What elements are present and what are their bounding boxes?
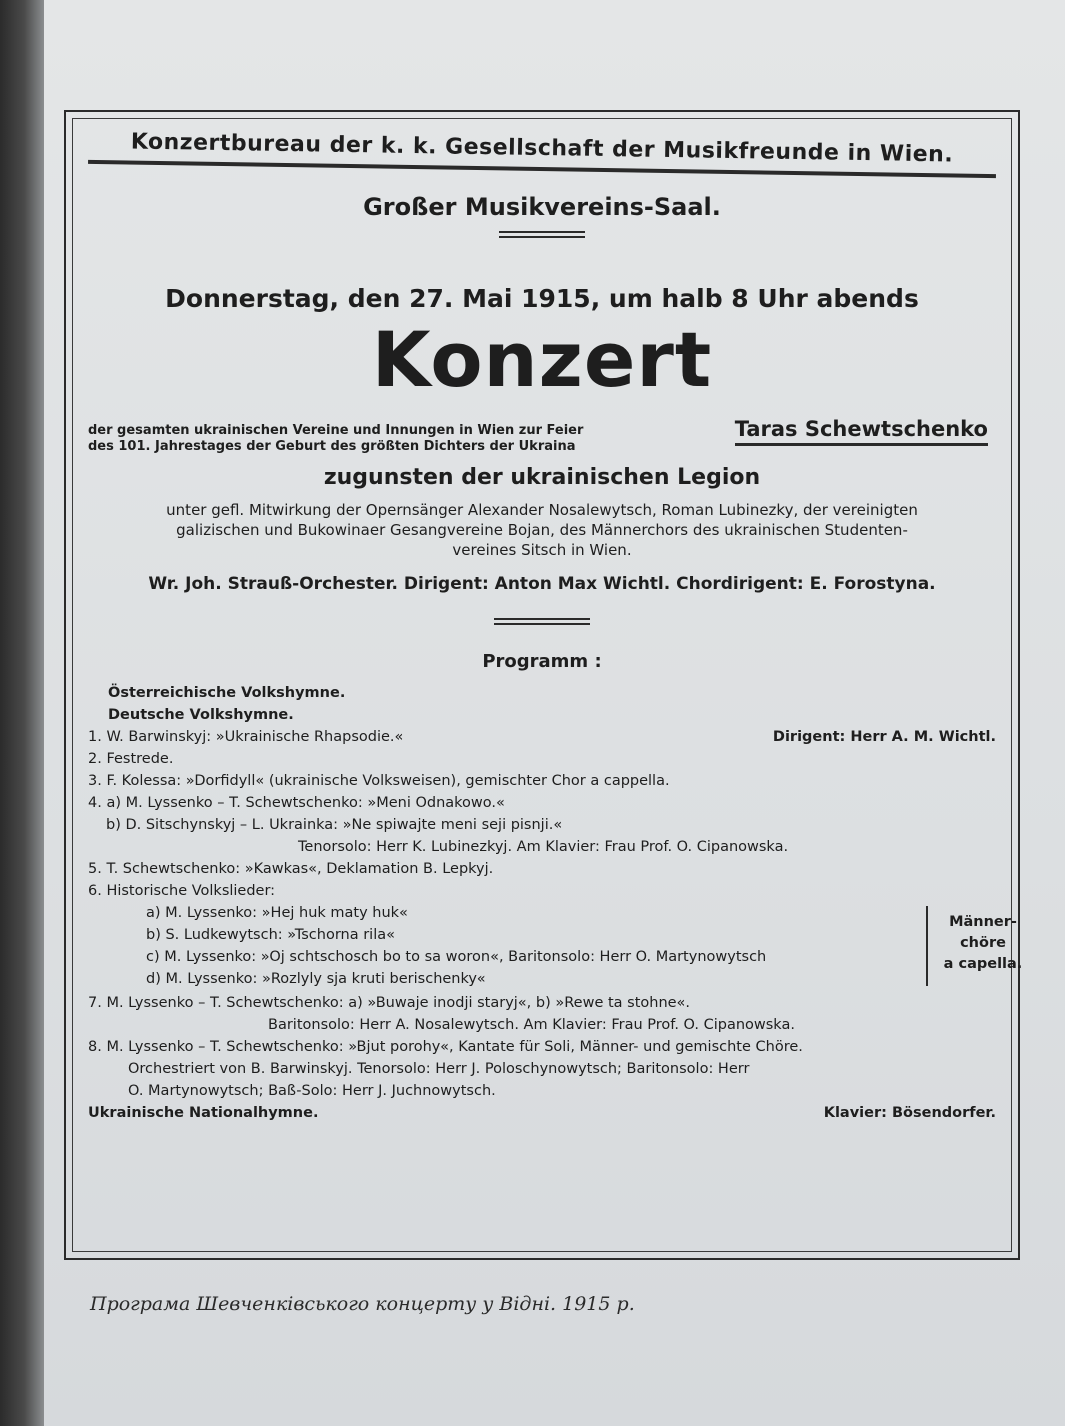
- occasion-line-2: des 101. Jahrestages der Geburt des größten Dichters der Ukraina: [88, 439, 576, 454]
- program-item-6c: c) M. Lyssenko: »Oj schtschosch bo to sa woron«, Baritonsolo: Herr O. Martynowytsch: [146, 949, 767, 965]
- assist-block: [88, 500, 996, 560]
- program-item-4b: b) D. Sitschynskyj – L. Ukrainka: »Ne spiwajte meni seji pisnji.«: [106, 817, 563, 833]
- program-divider: [494, 618, 590, 625]
- program-item-4-performers: Tenorsolo: Herr K. Lubinezkyj. Am Klavier: Frau Prof. O. Cipanowska.: [298, 839, 789, 855]
- event-date: Donnerstag, den 27. Mai 1915, um halb 8 Uhr abends: [165, 284, 919, 313]
- program-item-6-note-line-2: chöre: [960, 935, 1006, 951]
- program-item-6-note-line-3: a capella.: [943, 956, 1023, 972]
- assist-line-2: galizischen und Bukowinaer Gesangvereine Bojan, des Männerchors des ukrainischen Studenten-: [176, 521, 908, 539]
- program-item-6-note: [938, 912, 1028, 975]
- program-item-7: 7. M. Lyssenko – T. Schewtschenko: a) »Buwaje inodji staryj«, b) »Rewe ta stohne«.: [88, 995, 691, 1011]
- program-frame: [64, 110, 1023, 1260]
- program-item-4a: 4. a) M. Lyssenko – T. Schewtschenko: »Meni Odnakowo.«: [88, 795, 505, 811]
- conductors-line: Wr. Joh. Strauß-Orchester. Dirigent: Anton Max Wichtl. Chordirigent: E. Forostyna.: [148, 574, 936, 594]
- program-item-6: 6. Historische Volkslieder:: [88, 883, 276, 899]
- program-item-2: 2. Festrede.: [88, 751, 174, 767]
- program-heading: Programm :: [482, 651, 602, 672]
- program-item-6d: d) M. Lyssenko: »Rozlyly sja kruti berischenky«: [146, 971, 486, 987]
- program-item-8: 8. M. Lyssenko – T. Schewtschenko: »Bjut porohy«, Kantate für Soli, Männer- und gemischte Chöre.: [88, 1039, 803, 1055]
- program-item-1-conductor: Dirigent: Herr A. M. Wichtl.: [772, 729, 996, 745]
- photo-caption: Програма Шевченківського концерту у Відні. 1915 р.: [90, 1293, 635, 1315]
- program-anthem-austria: Österreichische Volkshymne.: [108, 685, 346, 701]
- program-item-8-performers-2: O. Martynowytsch; Baß-Solo: Herr J. Juchnowytsch.: [128, 1083, 496, 1099]
- program-item-5: 5. T. Schewtschenko: »Kawkas«, Deklamation B. Lepkyj.: [88, 861, 494, 877]
- hall-name: Großer Musikvereins-Saal.: [363, 193, 721, 221]
- book-spine-shadow: [0, 0, 44, 1426]
- program-anthem-germany: Deutsche Volkshymne.: [108, 707, 294, 723]
- program-anthem-ukraine: [88, 1102, 996, 1124]
- program-item-3: 3. F. Kolessa: »Dorfidyll« (ukrainische Volksweisen), gemischter Chor a cappella.: [88, 773, 670, 789]
- hall-divider: [499, 231, 585, 238]
- assist-line-1: unter gefl. Mitwirkung der Opernsänger Alexander Nosalewytsch, Roman Lubinezky, der vereinigten: [166, 501, 918, 519]
- program-content: [88, 129, 1023, 1236]
- program-item-8-performers-1: Orchestriert von B. Barwinskyj. Tenorsolo: Herr J. Poloschynowytsch; Baritonsolo: Herr: [128, 1061, 750, 1077]
- program-item-6a: a) M. Lyssenko: »Hej huk maty huk«: [146, 905, 408, 921]
- program-item-6-songs: [88, 902, 1023, 992]
- benefit-line: zugunsten der ukrainischen Legion: [323, 465, 761, 490]
- occasion-text: [88, 423, 583, 455]
- assist-line-3: vereines Sitsch in Wien.: [452, 541, 632, 559]
- program-list: [88, 682, 1023, 1124]
- program-piano: Klavier: Bösendorfer.: [823, 1105, 996, 1121]
- program-item-1-text: 1. W. Barwinskyj: »Ukrainische Rhapsodie.«: [88, 729, 404, 745]
- program-anthem-ukraine-text: Ukrainische Nationalhymne.: [88, 1105, 319, 1121]
- program-item-6b: b) S. Ludkewytsch: »Tschorna rila«: [146, 927, 395, 943]
- program-item-6-brace: [926, 906, 934, 986]
- occasion-line-1: der gesamten ukrainischen Vereine und Innungen in Wien zur Feier: [88, 423, 584, 438]
- occasion-block: [88, 415, 996, 461]
- concert-title: Konzert: [371, 315, 713, 404]
- header-title: Konzertbureau der k. k. Gesellschaft der Musikfreunde in Wien.: [130, 129, 954, 168]
- book-page: [44, 0, 1065, 1426]
- program-item-7-performers: Baritonsolo: Herr A. Nosalewytsch. Am Klavier: Frau Prof. O. Cipanowska.: [268, 1017, 795, 1033]
- poet-name: Taras Schewtschenko: [735, 417, 988, 446]
- program-item-1: [88, 726, 996, 748]
- program-item-6-note-line-1: Männer-: [949, 914, 1017, 930]
- program-item-6-song-list: [146, 902, 766, 990]
